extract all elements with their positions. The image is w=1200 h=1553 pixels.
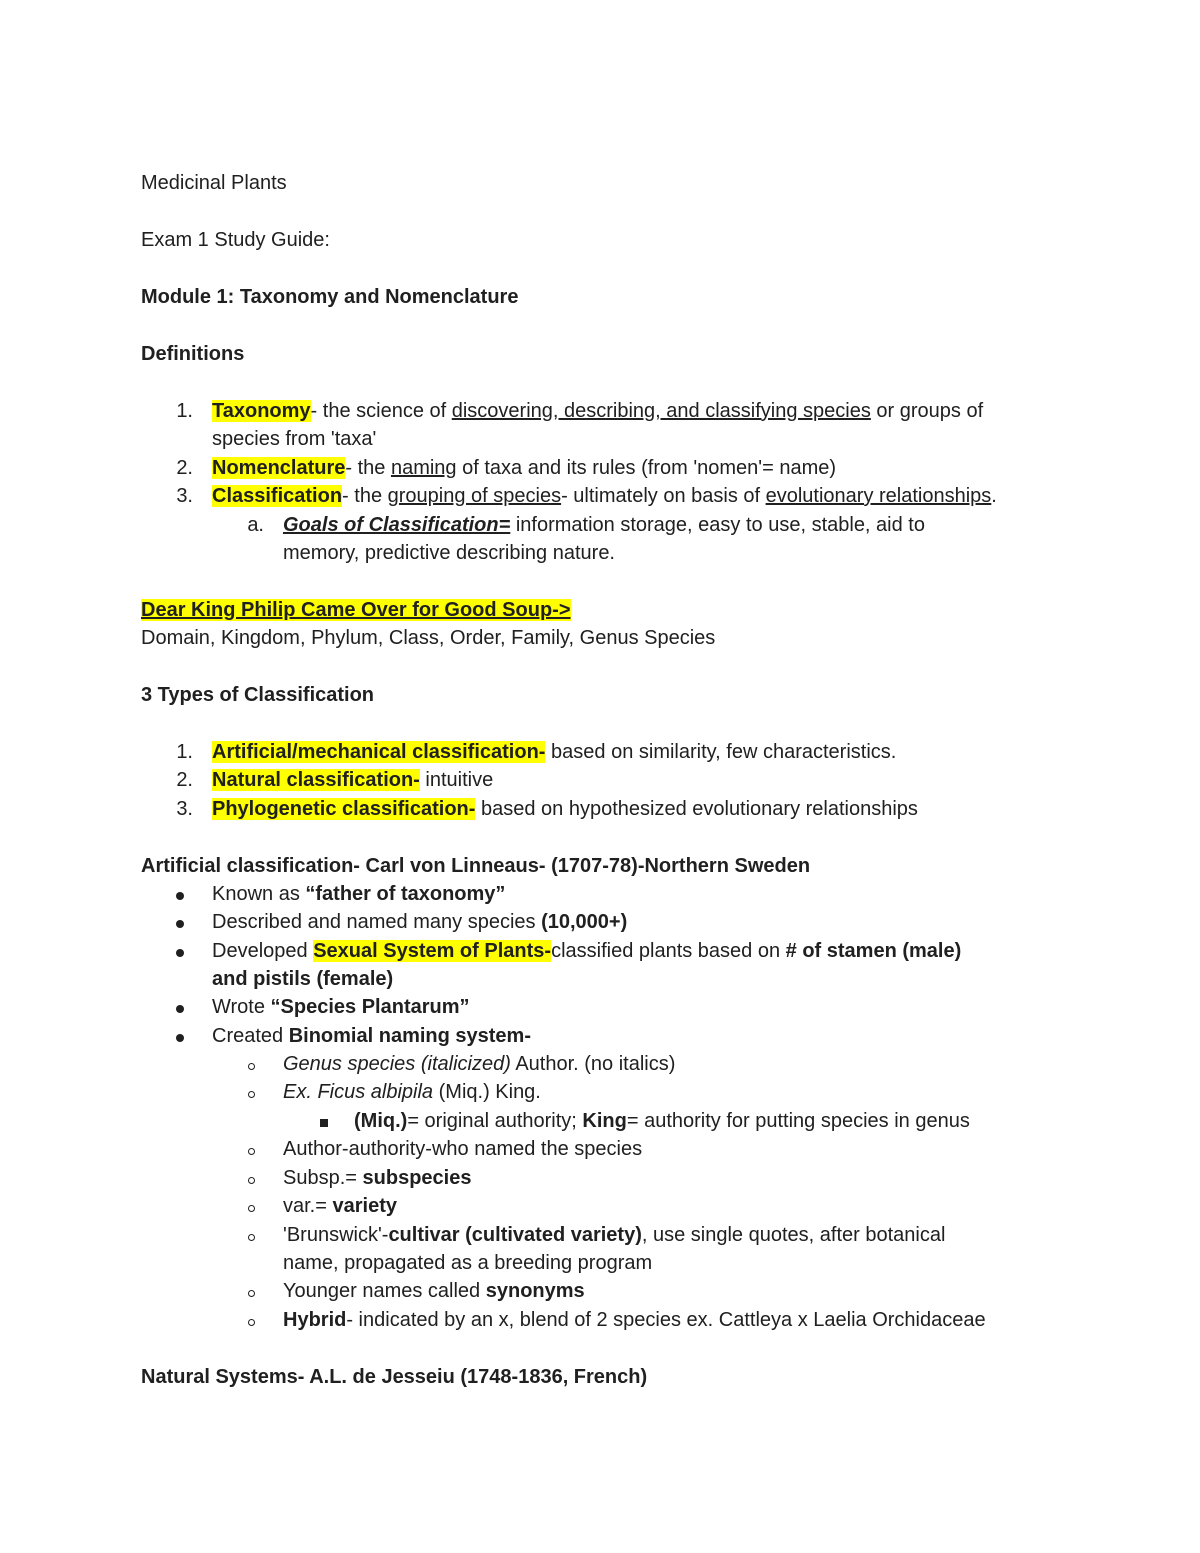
text: based on hypothesized evolutionary relationships	[475, 798, 918, 820]
text: - the science of	[310, 400, 452, 422]
bold-text: “father of taxonomy”	[305, 883, 506, 905]
module-heading: Module 1: Taxonomy and Nomenclature	[141, 286, 519, 308]
text: based on similarity, few characteristics.	[545, 741, 897, 763]
bullet-icon	[176, 995, 184, 1019]
italic-text: Genus species (italicized)	[283, 1053, 511, 1075]
term: Phylogenetic classification-	[212, 798, 476, 820]
underlined-text: discovering, describing, and classifying species	[451, 400, 871, 422]
text: - indicated by an x, blend of 2 species ex. Cattleya x Laelia Orchidaceae	[346, 1309, 986, 1331]
term: Nomenclature	[212, 457, 346, 479]
text: Wrote	[212, 996, 271, 1018]
text: .	[991, 485, 997, 507]
taxonomic-ranks: Domain, Kingdom, Phylum, Class, Order, Family, Genus Species	[141, 627, 716, 649]
bold-text: King	[582, 1110, 627, 1132]
text: classified plants based on	[551, 940, 786, 962]
bold-text: Hybrid	[283, 1309, 347, 1331]
bullet-item	[212, 939, 961, 963]
type-natural	[212, 768, 493, 792]
bullet-item	[212, 882, 505, 906]
bold-text: # of stamen (male)	[785, 940, 962, 962]
types-heading: 3 Types of Classification	[141, 684, 375, 706]
sub-bullet-item	[283, 1279, 585, 1303]
bullet-icon	[176, 882, 184, 906]
text: Described and named many species	[212, 911, 542, 933]
bold-text: (10,000+)	[541, 911, 628, 933]
list-number: 2.	[176, 457, 193, 479]
text: intuitive	[419, 769, 494, 791]
text: (Miq.) King.	[433, 1081, 541, 1103]
text: Known as	[212, 883, 306, 905]
sub-bullet-item	[283, 1166, 471, 1190]
bold-text: (Miq.)	[354, 1110, 408, 1132]
highlighted-text: Sexual System of Plants-	[313, 940, 552, 962]
sub-bullet-item	[283, 1194, 397, 1218]
circle-bullet-icon	[248, 1279, 255, 1303]
bullet-icon	[176, 1024, 184, 1048]
text: 'Brunswick'-	[283, 1224, 389, 1246]
term: Taxonomy	[212, 400, 311, 422]
bold-text: “Species Plantarum”	[270, 996, 470, 1018]
square-bullet-icon	[320, 1109, 328, 1133]
bullet-item	[212, 1024, 531, 1048]
sub-bullet-item	[283, 1308, 986, 1332]
text: Subsp.=	[283, 1167, 363, 1189]
underlined-text: naming	[390, 457, 457, 479]
bold-text: variety	[332, 1195, 397, 1217]
sub-sub-bullet-item	[354, 1109, 970, 1133]
circle-bullet-icon	[248, 1194, 255, 1218]
document-title: Medicinal Plants	[141, 172, 287, 194]
sub-bullet-item	[283, 1223, 945, 1247]
text: = authority for putting species in genus	[626, 1110, 970, 1132]
text: or groups of	[870, 400, 984, 422]
underlined-text: grouping of species	[387, 485, 562, 507]
sub-bullet-item	[283, 1052, 675, 1076]
bullet-item	[212, 995, 470, 1019]
circle-bullet-icon	[248, 1166, 255, 1190]
natural-systems-heading: Natural Systems- A.L. de Jesseiu (1748-1836, French)	[141, 1366, 648, 1388]
mnemonic	[141, 598, 571, 622]
definition-taxonomy-cont: species from 'taxa'	[212, 428, 377, 450]
text: Developed	[212, 940, 314, 962]
bold-text: synonyms	[485, 1280, 585, 1302]
definition-classification	[212, 484, 997, 508]
list-number: 1.	[176, 741, 193, 763]
goals-of-classification	[283, 513, 925, 537]
bullet-item	[212, 910, 627, 934]
text: Created	[212, 1025, 289, 1047]
text: , use single quotes, after botanical	[641, 1224, 946, 1246]
document-subtitle: Exam 1 Study Guide:	[141, 229, 330, 251]
text: Younger names called	[283, 1280, 486, 1302]
circle-bullet-icon	[248, 1223, 255, 1247]
sub-bullet-item: Author-authority-who named the species	[283, 1138, 643, 1160]
artificial-heading: Artificial classification- Carl von Linneaus- (1707-78)-Northern Sweden	[141, 855, 811, 877]
list-letter: a.	[247, 514, 264, 536]
text: var.=	[283, 1195, 333, 1217]
circle-bullet-icon	[248, 1308, 255, 1332]
italic-text: Ex. Ficus albipila	[283, 1081, 434, 1103]
bullet-item-cont: and pistils (female)	[212, 968, 394, 990]
bullet-icon	[176, 910, 184, 934]
text: of taxa and its rules (from 'nomen'= name)	[456, 457, 837, 479]
definition-taxonomy	[212, 399, 983, 423]
text: - the	[345, 457, 391, 479]
text: - ultimately on basis of	[561, 485, 766, 507]
text: information storage, easy to use, stable, aid to	[510, 514, 925, 536]
text: Author. (no italics)	[510, 1053, 676, 1075]
list-number: 1.	[176, 400, 193, 422]
list-number: 3.	[176, 798, 193, 820]
bold-text: subspecies	[362, 1167, 472, 1189]
definitions-heading: Definitions	[141, 343, 245, 365]
sub-bullet-item-cont: name, propagated as a breeding program	[283, 1252, 653, 1274]
type-artificial	[212, 740, 896, 764]
term: Classification	[212, 485, 343, 507]
bullet-icon	[176, 939, 184, 963]
bold-text: cultivar (cultivated variety)	[388, 1224, 642, 1246]
goals-of-classification-cont: memory, predictive describing nature.	[283, 542, 615, 564]
circle-bullet-icon	[248, 1052, 255, 1076]
text: - the	[342, 485, 388, 507]
term: Goals of Classification=	[283, 514, 511, 536]
mnemonic-text: Dear King Philip Came Over for Good Soup->	[141, 599, 571, 621]
circle-bullet-icon	[248, 1137, 255, 1161]
list-number: 3.	[176, 485, 193, 507]
term: Artificial/mechanical classification-	[212, 741, 546, 763]
text: = original authority;	[407, 1110, 583, 1132]
underlined-text: evolutionary relationships	[765, 485, 992, 507]
type-phylogenetic	[212, 797, 918, 821]
bold-text: Binomial naming system-	[288, 1025, 531, 1047]
definition-nomenclature	[212, 456, 836, 480]
list-number: 2.	[176, 769, 193, 791]
term: Natural classification-	[212, 769, 420, 791]
circle-bullet-icon	[248, 1080, 255, 1104]
sub-bullet-item	[283, 1080, 541, 1104]
